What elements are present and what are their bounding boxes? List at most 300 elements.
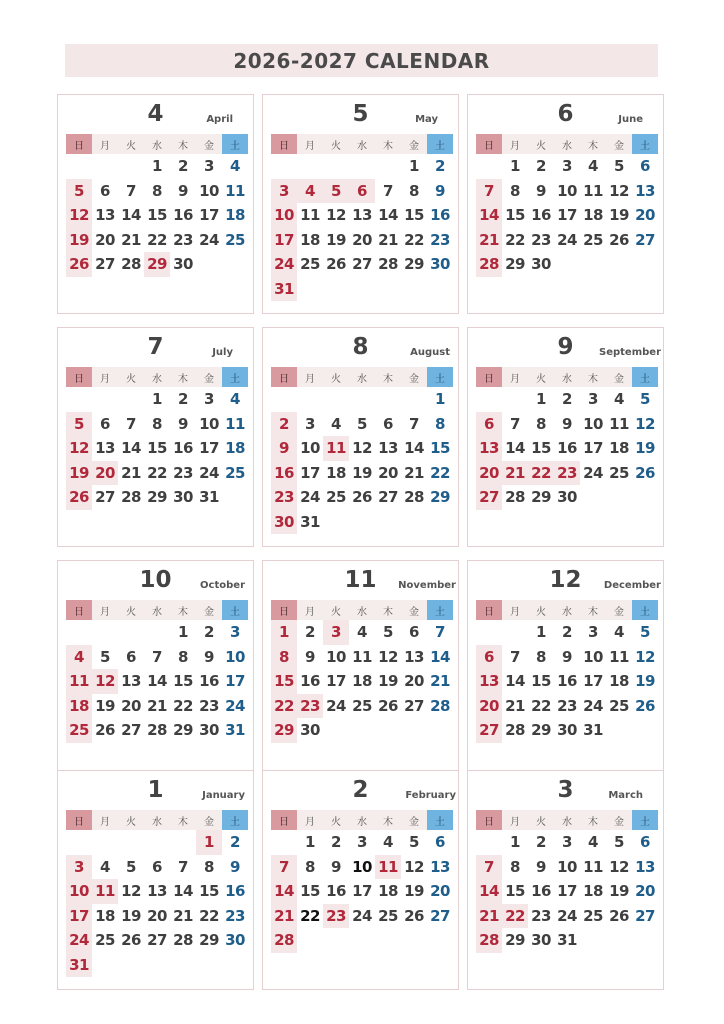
weekday-label: 月: [100, 140, 110, 152]
weekday-label: 月: [305, 373, 315, 385]
day-cell: 8: [409, 181, 419, 200]
day-cell: 29: [271, 718, 297, 743]
day-cell: 14: [378, 206, 398, 225]
day-cell: 1: [536, 623, 546, 642]
day-cell: 20: [635, 882, 655, 901]
day-cell: 26: [635, 696, 655, 715]
calendar-title: 2026-2027 CALENDAR: [65, 44, 658, 77]
day-cell: 21: [121, 463, 141, 482]
day-cell: 26: [609, 906, 629, 925]
month-number: 3: [557, 777, 574, 803]
day-cell: 6: [476, 645, 502, 670]
weekday-label: 木: [588, 606, 598, 618]
weekday-label: 月: [510, 606, 520, 618]
day-cell: 29: [430, 488, 450, 507]
day-cell: 22: [271, 694, 297, 719]
day-cell: 19: [95, 696, 115, 715]
day-grid: [476, 620, 658, 743]
day-cell: 11: [300, 206, 320, 225]
day-cell: 18: [66, 694, 92, 719]
empty-day-cell: [92, 154, 118, 179]
day-cell: 17: [271, 228, 297, 253]
weekday-label: 火: [331, 606, 341, 618]
day-cell: 24: [66, 928, 92, 953]
day-cell: 25: [225, 230, 245, 249]
weekday-label: 土: [632, 134, 658, 154]
day-cell: 19: [121, 906, 141, 925]
weekday-label: 金: [204, 140, 214, 152]
day-cell: 16: [173, 439, 193, 458]
day-cell: 20: [92, 461, 118, 486]
day-cell: 22: [505, 230, 525, 249]
day-cell: 31: [583, 721, 603, 740]
day-cell: 4: [588, 833, 598, 852]
day-cell: 1: [178, 623, 188, 642]
day-cell: 5: [126, 857, 136, 876]
month-number: 11: [344, 567, 377, 593]
weekday-label: 月: [100, 606, 110, 618]
day-cell: 13: [404, 647, 424, 666]
day-cell: 25: [95, 931, 115, 950]
day-cell: 3: [562, 157, 572, 176]
day-cell: 17: [199, 206, 219, 225]
day-cell: 15: [404, 206, 424, 225]
weekday-label: 日: [476, 810, 502, 830]
day-cell: 6: [640, 833, 650, 852]
day-cell: 25: [583, 230, 603, 249]
weekday-header-row: [476, 134, 658, 154]
day-cell: 3: [588, 623, 598, 642]
empty-day-cell: [66, 387, 92, 412]
day-cell: 30: [173, 255, 193, 274]
day-cell: 11: [66, 669, 92, 694]
month-name: November: [398, 580, 456, 591]
weekday-header-row: [271, 600, 453, 620]
day-cell: 10: [557, 857, 577, 876]
month-name: August: [410, 347, 450, 358]
empty-day-cell: [323, 387, 349, 412]
day-cell: 23: [323, 904, 349, 929]
day-cell: 19: [66, 228, 92, 253]
empty-day-cell: [271, 154, 297, 179]
day-grid: [271, 620, 453, 743]
day-cell: 29: [505, 931, 525, 950]
day-cell: 16: [531, 206, 551, 225]
weekday-label: 土: [222, 810, 248, 830]
month-block-april: [57, 94, 254, 314]
weekday-label: 水: [152, 816, 162, 828]
day-cell: 21: [430, 672, 450, 691]
empty-day-cell: [271, 830, 297, 855]
day-cell: 5: [357, 414, 367, 433]
month-block-august: [262, 327, 459, 547]
day-cell: 12: [635, 647, 655, 666]
day-cell: 29: [505, 255, 525, 274]
month-name: June: [618, 114, 643, 125]
day-cell: 4: [383, 833, 393, 852]
day-cell: 8: [152, 414, 162, 433]
day-cell: 24: [583, 696, 603, 715]
day-cell: 10: [583, 414, 603, 433]
weekday-label: 日: [66, 134, 92, 154]
day-cell: 18: [326, 463, 346, 482]
day-cell: 20: [352, 230, 372, 249]
empty-day-cell: [66, 620, 92, 645]
day-cell: 5: [409, 833, 419, 852]
day-cell: 18: [225, 206, 245, 225]
empty-day-cell: [144, 620, 170, 645]
weekday-label: 木: [178, 816, 188, 828]
day-cell: 4: [588, 157, 598, 176]
month-name: April: [206, 114, 233, 125]
day-cell: 8: [305, 857, 315, 876]
day-cell: 17: [300, 463, 320, 482]
day-cell: 4: [614, 390, 624, 409]
weekday-header-row: [476, 600, 658, 620]
weekday-label: 日: [66, 600, 92, 620]
day-cell: 11: [225, 414, 245, 433]
empty-day-cell: [271, 387, 297, 412]
weekday-label: 月: [100, 373, 110, 385]
day-cell: 26: [326, 255, 346, 274]
day-cell: 24: [557, 906, 577, 925]
weekday-label: 木: [588, 373, 598, 385]
weekday-label: 水: [357, 816, 367, 828]
weekday-label: 金: [204, 816, 214, 828]
day-cell: 27: [95, 255, 115, 274]
day-cell: 27: [635, 230, 655, 249]
day-cell: 8: [271, 645, 297, 670]
day-cell: 21: [147, 696, 167, 715]
month-header: [468, 328, 663, 366]
day-cell: 20: [476, 461, 502, 486]
day-cell: 3: [66, 855, 92, 880]
day-cell: 19: [609, 206, 629, 225]
day-cell: 9: [331, 857, 341, 876]
month-name: March: [608, 790, 643, 801]
day-cell: 27: [430, 906, 450, 925]
day-cell: 24: [557, 230, 577, 249]
day-cell: 8: [510, 181, 520, 200]
weekday-header-row: [271, 810, 453, 830]
day-grid: [271, 387, 453, 534]
day-cell: 28: [404, 488, 424, 507]
month-block-november: [262, 560, 459, 780]
day-cell: 1: [435, 390, 445, 409]
day-cell: 9: [305, 647, 315, 666]
month-block-december: [467, 560, 664, 780]
day-cell: 26: [609, 230, 629, 249]
empty-day-cell: [476, 387, 502, 412]
day-cell: 4: [331, 414, 341, 433]
day-cell: 2: [305, 623, 315, 642]
weekday-label: 月: [305, 816, 315, 828]
day-cell: 25: [225, 463, 245, 482]
day-cell: 13: [147, 882, 167, 901]
day-cell: 14: [121, 206, 141, 225]
day-cell: 15: [300, 882, 320, 901]
day-cell: 8: [178, 647, 188, 666]
weekday-label: 日: [271, 600, 297, 620]
weekday-label: 金: [204, 373, 214, 385]
day-cell: 23: [557, 696, 577, 715]
day-cell: 2: [536, 157, 546, 176]
day-cell: 3: [204, 390, 214, 409]
day-cell: 17: [326, 672, 346, 691]
weekday-label: 火: [536, 140, 546, 152]
day-cell: 12: [378, 647, 398, 666]
day-cell: 19: [609, 882, 629, 901]
day-cell: 13: [476, 436, 502, 461]
day-cell: 14: [476, 203, 502, 228]
day-cell: 15: [531, 672, 551, 691]
weekday-label: 金: [409, 606, 419, 618]
day-cell: 11: [92, 879, 118, 904]
day-cell: 26: [66, 252, 92, 277]
day-cell: 20: [95, 230, 115, 249]
day-cell: 19: [635, 672, 655, 691]
month-block-september: [467, 327, 664, 547]
day-cell: 12: [635, 414, 655, 433]
weekday-label: 火: [126, 816, 136, 828]
day-cell: 3: [357, 833, 367, 852]
day-cell: 6: [126, 647, 136, 666]
day-cell: 11: [375, 855, 401, 880]
empty-day-cell: [118, 620, 144, 645]
day-cell: 15: [430, 439, 450, 458]
month-number: 1: [147, 777, 164, 803]
day-cell: 30: [531, 255, 551, 274]
empty-day-cell: [476, 830, 502, 855]
day-cell: 21: [271, 904, 297, 929]
day-cell: 18: [95, 906, 115, 925]
day-cell: 20: [147, 906, 167, 925]
day-cell: 17: [199, 439, 219, 458]
day-cell: 20: [476, 694, 502, 719]
month-header: [58, 561, 253, 599]
weekday-label: 水: [152, 606, 162, 618]
month-header: [58, 328, 253, 366]
weekday-label: 土: [632, 810, 658, 830]
month-number: 9: [557, 334, 574, 360]
day-cell: 8: [152, 181, 162, 200]
month-number: 5: [352, 101, 369, 127]
month-name: February: [405, 790, 456, 801]
empty-day-cell: [323, 154, 349, 179]
day-cell: 8: [510, 857, 520, 876]
month-block-may: [262, 94, 459, 314]
day-cell: 11: [609, 647, 629, 666]
weekday-label: 木: [383, 140, 393, 152]
day-cell: 3: [230, 623, 240, 642]
month-number: 8: [352, 334, 369, 360]
day-cell: 18: [609, 439, 629, 458]
day-cell: 4: [614, 623, 624, 642]
day-cell: 31: [300, 512, 320, 531]
day-cell: 22: [147, 230, 167, 249]
day-cell: 18: [583, 882, 603, 901]
day-cell: 11: [583, 857, 603, 876]
day-cell: 13: [430, 857, 450, 876]
day-cell: 7: [271, 855, 297, 880]
day-cell: 30: [557, 721, 577, 740]
day-cell: 3: [588, 390, 598, 409]
day-cell: 14: [147, 672, 167, 691]
day-cell: 1: [152, 390, 162, 409]
day-cell: 31: [225, 721, 245, 740]
day-cell: 7: [383, 181, 393, 200]
day-cell: 11: [323, 436, 349, 461]
weekday-label: 火: [331, 816, 341, 828]
day-cell: 28: [476, 252, 502, 277]
day-cell: 16: [300, 672, 320, 691]
day-cell: 6: [100, 414, 110, 433]
day-cell: 7: [476, 179, 502, 204]
day-cell: 26: [352, 488, 372, 507]
day-cell: 27: [404, 696, 424, 715]
empty-day-cell: [118, 154, 144, 179]
month-header: [263, 95, 458, 133]
weekday-label: 金: [614, 816, 624, 828]
day-cell: 7: [510, 414, 520, 433]
weekday-label: 木: [383, 606, 393, 618]
day-cell: 10: [199, 181, 219, 200]
day-cell: 22: [528, 461, 554, 486]
weekday-label: 土: [632, 600, 658, 620]
day-cell: 18: [352, 672, 372, 691]
weekday-label: 木: [178, 373, 188, 385]
day-cell: 6: [409, 623, 419, 642]
day-cell: 7: [152, 647, 162, 666]
month-block-october: [57, 560, 254, 780]
weekday-header-row: [66, 600, 248, 620]
day-cell: 16: [225, 882, 245, 901]
day-cell: 28: [505, 721, 525, 740]
day-cell: 23: [531, 230, 551, 249]
empty-day-cell: [375, 387, 401, 412]
weekday-label: 日: [66, 810, 92, 830]
day-cell: 14: [271, 879, 297, 904]
empty-day-cell: [66, 830, 92, 855]
day-cell: 29: [531, 488, 551, 507]
weekday-label: 水: [152, 373, 162, 385]
day-grid: [66, 830, 248, 977]
empty-day-cell: [401, 387, 427, 412]
day-cell: 21: [404, 463, 424, 482]
empty-day-cell: [476, 620, 502, 645]
day-cell: 10: [557, 181, 577, 200]
empty-day-cell: [297, 387, 323, 412]
month-name: December: [603, 580, 661, 591]
day-cell: 18: [225, 439, 245, 458]
weekday-label: 日: [476, 367, 502, 387]
day-grid: [476, 387, 658, 510]
day-cell: 23: [430, 230, 450, 249]
day-cell: 24: [326, 696, 346, 715]
day-cell: 19: [635, 439, 655, 458]
day-cell: 30: [271, 510, 297, 535]
month-header: [58, 771, 253, 809]
day-cell: 1: [196, 830, 222, 855]
weekday-label: 木: [588, 140, 598, 152]
day-cell: 12: [121, 882, 141, 901]
weekday-label: 金: [204, 606, 214, 618]
day-cell: 6: [476, 412, 502, 437]
day-cell: 1: [152, 157, 162, 176]
weekday-label: 土: [222, 367, 248, 387]
day-cell: 4: [100, 857, 110, 876]
day-cell: 22: [300, 906, 320, 925]
day-cell: 2: [562, 623, 572, 642]
weekday-header-row: [271, 367, 453, 387]
day-cell: 10: [66, 879, 92, 904]
month-number: 2: [352, 777, 369, 803]
month-header: [468, 95, 663, 133]
day-cell: 10: [352, 857, 372, 876]
empty-day-cell: [349, 154, 375, 179]
month-block-march: [467, 770, 664, 990]
day-cell: 6: [640, 157, 650, 176]
day-cell: 20: [121, 696, 141, 715]
day-cell: 11: [583, 181, 603, 200]
weekday-label: 火: [331, 140, 341, 152]
day-cell: 9: [204, 647, 214, 666]
day-cell: 8: [536, 647, 546, 666]
day-cell: 24: [352, 906, 372, 925]
day-cell: 23: [199, 696, 219, 715]
weekday-label: 月: [100, 816, 110, 828]
weekday-label: 土: [632, 367, 658, 387]
day-cell: 12: [352, 439, 372, 458]
day-cell: 4: [66, 645, 92, 670]
day-cell: 1: [409, 157, 419, 176]
day-grid: [66, 620, 248, 743]
weekday-label: 水: [357, 140, 367, 152]
weekday-label: 土: [427, 367, 453, 387]
day-cell: 27: [121, 721, 141, 740]
day-cell: 24: [199, 230, 219, 249]
day-cell: 19: [352, 463, 372, 482]
day-cell: 2: [204, 623, 214, 642]
day-cell: 13: [121, 672, 141, 691]
day-cell: 30: [531, 931, 551, 950]
day-cell: 17: [583, 439, 603, 458]
day-grid: [271, 154, 453, 301]
day-cell: 23: [531, 906, 551, 925]
day-cell: 21: [476, 904, 502, 929]
month-header: [263, 561, 458, 599]
day-cell: 25: [300, 255, 320, 274]
day-cell: 12: [66, 203, 92, 228]
day-cell: 13: [95, 206, 115, 225]
day-cell: 16: [173, 206, 193, 225]
day-cell: 13: [352, 206, 372, 225]
day-cell: 5: [383, 623, 393, 642]
day-cell: 11: [609, 414, 629, 433]
day-cell: 1: [271, 620, 297, 645]
day-grid: [66, 154, 248, 277]
day-cell: 15: [199, 882, 219, 901]
day-cell: 30: [199, 721, 219, 740]
day-cell: 20: [635, 206, 655, 225]
weekday-label: 月: [510, 816, 520, 828]
day-cell: 22: [502, 904, 528, 929]
day-cell: 13: [635, 857, 655, 876]
day-cell: 7: [435, 623, 445, 642]
day-cell: 7: [126, 414, 136, 433]
day-grid: [271, 830, 453, 953]
day-cell: 7: [510, 647, 520, 666]
